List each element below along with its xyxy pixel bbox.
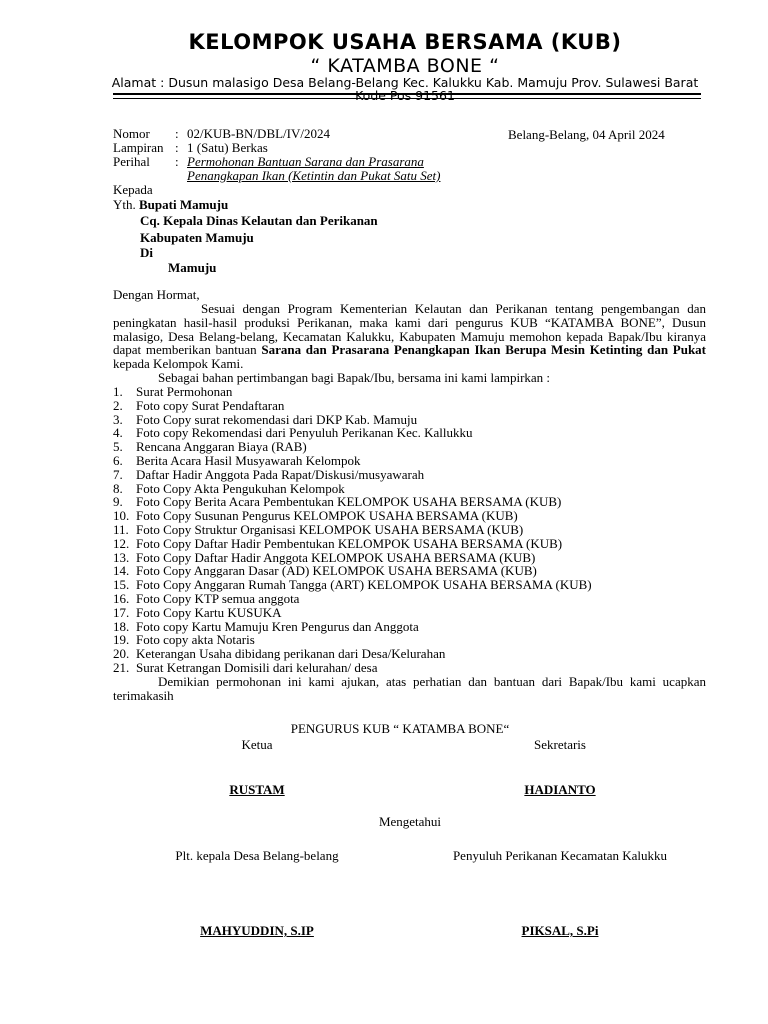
attachment-item: [113, 413, 592, 427]
letterhead-name: “ KATAMBA BONE “: [310, 55, 500, 77]
recipient-kabupaten: Kabupaten Mamuju: [140, 230, 254, 245]
lampiran-label: Lampiran: [113, 140, 164, 155]
attachment-number: 9.: [113, 494, 123, 510]
yth-line: [113, 198, 228, 212]
attachment-number: 18.: [113, 618, 130, 634]
perihal-line2: Penangkapan Ikan (Ketintin dan Pukat Satu Set): [187, 168, 441, 183]
sekretaris-name: HADIANTO: [524, 782, 596, 797]
lampiran-colon: :: [175, 140, 179, 155]
attachment-number: 8.: [113, 480, 123, 496]
nomor-label: Nomor: [113, 126, 150, 141]
attachment-text: Foto Copy Daftar Hadir Pembentukan KELOMPOK USAHA BERSAMA (KUB): [136, 535, 563, 551]
attachment-number: 2.: [113, 397, 123, 413]
attachment-number: 1.: [113, 384, 123, 399]
signature-heading: PENGURUS KUB “ KATAMBA BONE“: [290, 721, 510, 736]
attachment-text: Foto Copy Susunan Pengurus KELOMPOK USAHA BERSAMA (KUB): [136, 508, 518, 524]
attachment-text: Keterangan Usaha dibidang perikanan dari Desa/Kelurahan: [136, 646, 446, 662]
letterhead-rule-thin: [113, 98, 701, 99]
nomor-colon: :: [175, 126, 179, 141]
kepada-label: Kepada: [113, 182, 153, 197]
attachment-text: Foto Copy Akta Pengukuhan Kelompok: [136, 480, 345, 496]
perihal-label: Perihal: [113, 154, 150, 169]
lampiran-value: 1 (Satu) Berkas: [187, 140, 268, 155]
attachment-number: 5.: [113, 439, 123, 455]
attachment-text: Foto Copy Struktur Organisasi KELOMPOK USAHA BERSAMA (KUB): [136, 521, 524, 537]
attachment-text: Surat Ketrangan Domisili dari kelurahan/ desa: [136, 659, 378, 675]
attachment-list: [113, 385, 592, 675]
letterhead-address: Alamat : Dusun malasigo Desa Belang-Belang Kec. Kalukku Kab. Mamuju Prov. Sulawesi Barat Kode Pos 91561: [111, 75, 699, 103]
attachment-item: [113, 509, 592, 523]
yth-label: Yth.: [113, 197, 136, 212]
greeting: Dengan Hormat,: [113, 287, 200, 302]
attachment-text: Foto copy Surat Pendaftaran: [136, 397, 285, 413]
attachment-item: [113, 592, 592, 606]
attachment-number: 21.: [113, 659, 130, 675]
attachment-number: 13.: [113, 549, 130, 565]
recipient-bupati: Bupati Mamuju: [139, 197, 229, 212]
attachment-item: [113, 578, 592, 592]
attachment-item: [113, 647, 592, 661]
attachment-text: Daftar Hadir Anggota Pada Rapat/Diskusi/musyawarah: [136, 466, 425, 482]
attachment-item: [113, 633, 592, 647]
attachment-text: Foto copy Rekomendasi dari Penyuluh Perikanan Kec. Kallukku: [136, 425, 473, 441]
attachment-item: [113, 537, 592, 551]
recipient-di: Di: [140, 245, 153, 260]
mengetahui-label: Mengetahui: [378, 814, 442, 829]
attachment-number: 7.: [113, 466, 123, 482]
attachment-item: [113, 620, 592, 634]
attachment-item: [113, 399, 592, 413]
attachment-number: 14.: [113, 563, 130, 579]
penyuluh-name: PIKSAL, S.Pi: [521, 923, 599, 938]
attachment-item: [113, 385, 592, 399]
nomor-value: 02/KUB-BN/DBL/IV/2024: [187, 126, 330, 141]
attachment-text: Foto Copy Kartu KUSUKA: [136, 604, 282, 620]
attachment-item: [113, 495, 592, 509]
ketua-name: RUSTAM: [229, 782, 285, 797]
attachment-text: Foto Copy Daftar Hadir Anggota KELOMPOK USAHA BERSAMA (KUB): [136, 549, 536, 565]
kades-title: Plt. kepala Desa Belang-belang: [175, 848, 339, 863]
para1-text: Sesuai dengan Program Kementerian Kelautan dan Perikanan tentang pengembangan dan peningkatan hasil-hasil produksi Perikanan, maka kami dari pengurus KUB “KATAMBA BONE”, Dusun malasigo, Desa Belang-belang, Kecamatan Kalukku, Kabupaten Mamuju memohon kepada Bapak/Ibu kiranya dapat memberikan bantuan: [113, 301, 706, 358]
attachment-number: 17.: [113, 604, 130, 620]
attachment-number: 12.: [113, 535, 130, 551]
letter-date: Belang-Belang, 04 April 2024: [508, 127, 665, 142]
body-paragraph-2: Sebagai bahan pertimbangan bagi Bapak/Ibu, bersama ini kami lampirkan :: [158, 370, 551, 385]
ketua-title: Ketua: [241, 737, 273, 752]
attachment-item: [113, 551, 592, 565]
attachment-text: Rencana Anggaran Biaya (RAB): [136, 439, 307, 455]
attachment-text: Foto Copy Anggaran Rumah Tangga (ART) KELOMPOK USAHA BERSAMA (KUB): [136, 577, 592, 593]
attachment-number: 11.: [113, 521, 129, 537]
attachment-item: [113, 440, 592, 454]
attachment-text: Foto Copy Anggaran Dasar (AD) KELOMPOK USAHA BERSAMA (KUB): [136, 563, 537, 579]
attachment-number: 16.: [113, 590, 130, 606]
attachment-number: 10.: [113, 508, 130, 524]
attachment-text: Foto copy akta Notaris: [136, 632, 255, 648]
attachment-number: 20.: [113, 646, 130, 662]
attachment-item: [113, 426, 592, 440]
recipient-cq: Cq. Kepala Dinas Kelautan dan Perikanan: [140, 213, 378, 228]
attachment-item: [113, 661, 592, 675]
letterhead-rule-thick: [113, 93, 701, 95]
attachment-item: [113, 454, 592, 468]
perihal-line1: Permohonan Bantuan Sarana dan Prasarana: [187, 154, 424, 169]
para1-tail: kepada Kelompok Kami.: [113, 356, 244, 372]
attachment-item: [113, 564, 592, 578]
letterhead-org: KELOMPOK USAHA BERSAMA (KUB): [188, 30, 622, 54]
closing-paragraph: Demikian permohonan ini kami ajukan, atas perhatian dan bantuan dari Bapak/Ibu kami ucapkan terimakasih: [113, 674, 706, 703]
perihal-colon: :: [175, 154, 179, 169]
attachment-text: Surat Permohonan: [136, 384, 233, 399]
attachment-text: Berita Acara Hasil Musyawarah Kelompok: [136, 452, 361, 468]
attachment-item: [113, 482, 592, 496]
penyuluh-title: Penyuluh Perikanan Kecamatan Kalukku: [452, 848, 668, 863]
attachment-text: Foto Copy Berita Acara Pembentukan KELOMPOK USAHA BERSAMA (KUB): [136, 494, 562, 510]
body-paragraph-1: [113, 302, 706, 371]
attachment-number: 19.: [113, 632, 130, 648]
kades-name: MAHYUDDIN, S.IP: [200, 923, 314, 938]
attachment-number: 6.: [113, 452, 123, 468]
attachment-number: 4.: [113, 425, 123, 441]
attachment-item: [113, 523, 592, 537]
attachment-number: 3.: [113, 411, 123, 427]
attachment-number: 15.: [113, 577, 130, 593]
recipient-city: Mamuju: [168, 260, 217, 275]
attachment-text: Foto Copy KTP semua anggota: [136, 590, 300, 606]
sekretaris-title: Sekretaris: [534, 737, 586, 752]
attachment-text: Foto copy Kartu Mamuju Kren Pengurus dan Anggota: [136, 618, 419, 634]
para1-bold: Sarana dan Prasarana Penangkapan Ikan Berupa Mesin Ketinting dan Pukat: [261, 342, 706, 358]
attachment-item: [113, 468, 592, 482]
attachment-item: [113, 606, 592, 620]
attachment-text: Foto Copy surat rekomendasi dari DKP Kab. Mamuju: [136, 411, 418, 427]
